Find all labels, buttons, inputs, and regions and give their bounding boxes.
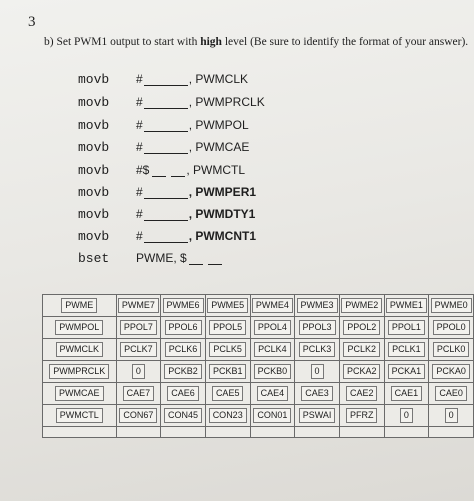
register-label-cell [43,339,117,361]
code-line [0,118,474,134]
code-line [0,251,474,267]
bit-name: 0 [445,408,458,423]
register-name: , PWMDTY1 [188,207,256,221]
register-label-cell [43,361,117,383]
bit-cell [161,339,206,361]
bit-cell [384,383,429,405]
bit-cell [429,317,474,339]
bit-name: CAE6 [167,386,199,401]
code-line [0,185,474,201]
bit-name: 0 [311,364,324,379]
code-mnemonic: movb [78,163,110,178]
bit-cell [116,427,161,438]
code-operand [136,207,255,221]
register-label-cell [43,427,117,438]
answer-blank [189,252,203,265]
bit-cell [384,295,429,317]
bit-cell [429,383,474,405]
bit-cell [295,295,340,317]
bit-cell [295,383,340,405]
code-operand [136,185,256,199]
bit-cell [250,295,295,317]
bit-cell [384,405,429,427]
operand-prefix: PWME, $ [136,251,187,265]
answer-blank [144,186,188,199]
operand-prefix: # [136,207,143,221]
code-mnemonic: movb [78,95,110,110]
bit-cell [429,295,474,317]
bit-name: PWME7 [118,298,159,313]
code-line [0,140,474,156]
bit-cell [116,361,161,383]
register-label: PWMCTL [56,408,103,423]
register-label: PWME [61,298,97,313]
code-mnemonic: bset [78,251,110,266]
bit-name: PFRZ [346,408,378,423]
code-operand [136,95,265,109]
bit-cell [250,427,295,438]
bit-cell [161,295,206,317]
bit-name: PPOL0 [433,320,470,335]
answer-blank [171,164,185,177]
bit-cell [339,383,384,405]
bit-cell [250,317,295,339]
code-operand [136,118,249,132]
register-label: PWMPRCLK [49,364,109,379]
register-label: PWMCLK [56,342,104,357]
code-operand [136,229,256,243]
bit-name: PCLK6 [165,342,202,357]
question-emphasis: high [200,36,222,48]
question-suffix: level (Be sure to identify the format of your answer). [221,36,469,48]
code-operand [136,251,222,265]
table-row [43,295,474,317]
question-prefix: b) Set PWM1 output to start with [44,36,201,48]
bit-name: PCLK7 [120,342,157,357]
bit-name: PCLK1 [388,342,425,357]
bit-cell [161,361,206,383]
answer-blank [144,73,188,86]
bit-name: PCLK5 [209,342,246,357]
bit-name: CON45 [164,408,202,423]
bit-cell [429,427,474,438]
answer-blank [144,208,188,221]
bit-cell [205,361,250,383]
register-label-cell [43,383,117,405]
code-mnemonic: movb [78,185,110,200]
table-row [43,339,474,361]
register-name: , PWMPER1 [188,185,257,199]
bit-name: PWME5 [207,298,248,313]
bit-cell [161,317,206,339]
operand-prefix: # [136,140,143,154]
bit-name: PWME1 [386,298,427,313]
bit-name: 0 [400,408,413,423]
bit-cell [250,361,295,383]
bit-name: PWME0 [431,298,472,313]
answer-blank [144,141,188,154]
bit-name: CON01 [253,408,291,423]
bit-cell [116,405,161,427]
bit-cell [116,383,161,405]
bit-cell [339,295,384,317]
code-operand [136,72,248,86]
bit-cell [250,383,295,405]
bit-name: PPOL1 [388,320,425,335]
bit-cell [205,317,250,339]
bit-name: CON67 [119,408,157,423]
bit-name: PWME4 [252,298,293,313]
bit-name: PCKA1 [388,364,426,379]
bit-name: PCKA0 [432,364,470,379]
bit-cell [116,339,161,361]
register-name: , PWMCLK [188,72,249,86]
bit-cell [384,361,429,383]
bit-name: PPOL7 [120,320,157,335]
bit-cell [339,339,384,361]
bit-name: PCKB2 [164,364,202,379]
bit-name: 0 [132,364,145,379]
code-mnemonic: movb [78,207,110,222]
answer-blank [208,252,222,265]
bit-name: PWME6 [163,298,204,313]
bit-cell [295,427,340,438]
bit-name: PCLK4 [254,342,291,357]
register-label: PWMPOL [55,320,103,335]
register-label-cell [43,405,117,427]
answer-blank [144,119,188,132]
bit-cell [205,405,250,427]
bit-cell [295,405,340,427]
bit-name: CAE0 [435,386,467,401]
bit-name: PPOL4 [254,320,291,335]
bit-cell [295,317,340,339]
operand-prefix: # [136,95,143,109]
operand-prefix: # [136,229,143,243]
code-mnemonic: movb [78,229,110,244]
code-line [0,72,474,88]
bit-name: PPOL5 [209,320,246,335]
bit-name: PWME3 [297,298,338,313]
bit-name: CAE2 [346,386,378,401]
bit-name: CAE3 [301,386,333,401]
bit-name: PCLK3 [299,342,336,357]
bit-name: CAE4 [257,386,289,401]
bit-cell [205,383,250,405]
bit-name: PPOL3 [299,320,336,335]
bit-cell [161,383,206,405]
bit-cell [339,427,384,438]
code-line [0,229,474,245]
bit-cell [429,405,474,427]
bit-cell [205,295,250,317]
register-name: , PWMPOL [188,118,249,132]
bit-cell [116,295,161,317]
register-label: PWMCAE [55,386,104,401]
bit-name: PCKA2 [343,364,381,379]
register-name: , PWMCAE [188,140,250,154]
answer-blank [144,96,188,109]
code-mnemonic: movb [78,118,110,133]
bit-cell [339,317,384,339]
bit-name: PPOL6 [165,320,202,335]
bit-cell [429,361,474,383]
bit-name: PCLK0 [433,342,470,357]
register-label-cell [43,295,117,317]
table-row [43,383,474,405]
bit-cell [384,317,429,339]
bit-cell [339,361,384,383]
bit-cell [339,405,384,427]
code-mnemonic: movb [78,72,110,87]
bit-name: PSWAI [299,408,336,423]
code-line [0,207,474,223]
bit-cell [161,427,206,438]
question-text [44,36,468,48]
register-table [42,294,474,438]
table-row [43,317,474,339]
code-line [0,163,474,179]
bit-name: PCKB0 [254,364,292,379]
bit-cell [295,339,340,361]
answer-blank [152,164,166,177]
bit-name: PWME2 [341,298,382,313]
bit-name: CAE1 [391,386,423,401]
register-name: , PWMCNT1 [188,229,257,243]
bit-cell [205,339,250,361]
table-row [43,361,474,383]
table-row [43,405,474,427]
code-mnemonic: movb [78,140,110,155]
operand-prefix: # [136,185,143,199]
bit-cell [295,361,340,383]
operand-prefix: # [136,118,143,132]
table-row [43,427,474,438]
bit-name: CON23 [209,408,247,423]
answer-blank [144,230,188,243]
bit-cell [250,405,295,427]
operand-prefix: # [136,72,143,86]
bit-cell [384,427,429,438]
bit-name: PCKB1 [209,364,247,379]
register-name: , PWMPRCLK [188,95,265,109]
bit-cell [161,405,206,427]
code-operand [136,140,249,154]
bit-cell [250,339,295,361]
page-number: 3 [28,14,36,30]
code-operand [136,163,245,177]
code-line [0,95,474,111]
register-name: , PWMCTL [186,163,246,177]
bit-cell [384,339,429,361]
bit-name: PCLK2 [343,342,380,357]
bit-cell [429,339,474,361]
bit-name: PPOL2 [343,320,380,335]
register-label-cell [43,317,117,339]
bit-cell [205,427,250,438]
bit-name: CAE7 [123,386,155,401]
operand-prefix: #$ [136,163,150,177]
bit-name: CAE5 [212,386,244,401]
bit-cell [116,317,161,339]
